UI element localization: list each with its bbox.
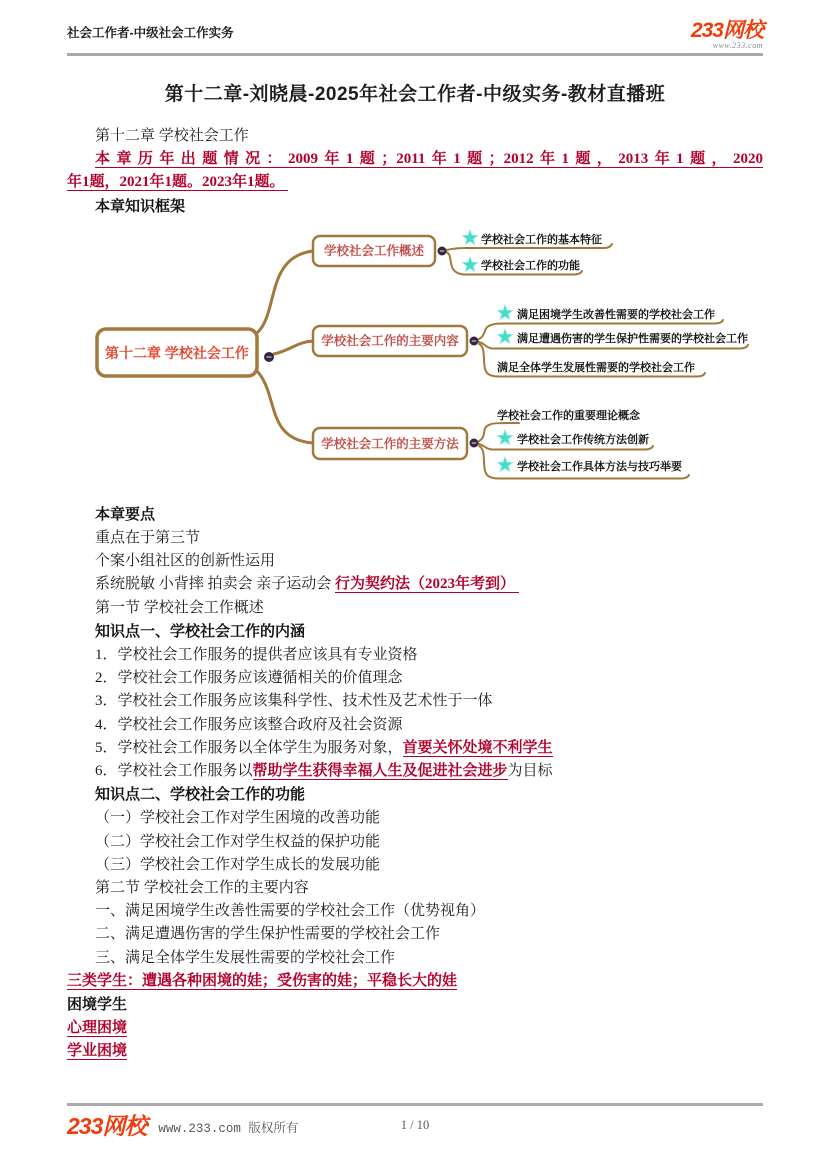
body-text: 4．学校社会工作服务应该整合政府及社会资源 xyxy=(95,716,403,733)
body-text: 系统脱敏 小背摔 拍卖会 亲子运动会 xyxy=(95,576,336,593)
edge-root-to-branch-3 xyxy=(257,371,313,443)
footer-copyright: www.233.com 版权所有 xyxy=(158,1121,299,1136)
doc-line xyxy=(67,620,763,644)
doc-line xyxy=(67,854,763,877)
brand-logo-url: www.233.com xyxy=(712,41,763,50)
doc-line xyxy=(67,970,763,993)
page-title: 第十二章-刘晓晨-2025年社会工作者-中级实务-教材直播班 xyxy=(164,84,666,105)
brand-logo-text: 233网校 xyxy=(690,19,763,42)
body-text: 重点在于第三节 xyxy=(95,530,201,547)
collapse-dot[interactable] xyxy=(470,336,479,345)
highlight-text: 首要关怀处境不利学生 xyxy=(402,739,553,756)
star-icon xyxy=(497,457,512,471)
page-number: 1 / 10 xyxy=(400,1118,430,1132)
highlight-text: 学业困境 xyxy=(67,1043,128,1060)
highlight-text: 行为契约法（2023年考到） xyxy=(335,576,519,593)
collapse-dot[interactable] xyxy=(438,246,447,255)
leaf-label: 学校社会工作的基本特征 xyxy=(481,233,602,246)
doc-line xyxy=(67,923,763,946)
doc-line xyxy=(67,1017,763,1040)
body-text: （三）学校社会工作对学生成长的发展功能 xyxy=(95,856,381,873)
doc-line xyxy=(67,527,763,550)
highlight-text: 帮助学生获得幸福人生及促进社会进步 xyxy=(252,763,508,780)
doc-line xyxy=(67,993,763,1017)
doc-line xyxy=(67,947,763,970)
star-icon xyxy=(462,257,477,271)
highlight-text: 本章历年出题情况：2009年1题；2011年1题；2012年1题，2013年1题，2020 xyxy=(95,151,763,168)
leaf-label: 学校社会工作具体方法与技巧举要 xyxy=(517,460,682,473)
knowledge-map xyxy=(67,219,763,503)
doc-line xyxy=(67,877,763,900)
body-text: 本章要点 xyxy=(95,505,156,523)
body-text: 个案小组社区的创新性运用 xyxy=(95,553,276,570)
page-footer xyxy=(67,1103,763,1138)
collapse-dot[interactable] xyxy=(264,352,274,362)
highlight-text: 心理困境 xyxy=(67,1020,128,1037)
body-text: 困境学生 xyxy=(67,996,128,1014)
body-text: 第一节 学校社会工作概述 xyxy=(95,599,264,616)
doc-line xyxy=(67,900,763,923)
page-header xyxy=(67,0,763,56)
body-text: 3．学校社会工作服务应该集科学性、技术性及艺术性于一体 xyxy=(95,693,493,710)
leaf-label: 满足全体学生发展性需要的学校社会工作 xyxy=(497,361,695,374)
doc-line xyxy=(67,667,763,690)
body-text: 一、满足困境学生改善性需要的学校社会工作（优势视角） xyxy=(95,903,486,920)
body-text: 第二节 学校社会工作的主要内容 xyxy=(95,880,309,897)
root-node-label: 第十二章 学校社会工作 xyxy=(105,344,249,361)
doc-line xyxy=(67,737,763,760)
doc-line xyxy=(67,783,763,807)
doc-line xyxy=(67,573,763,596)
doc-line xyxy=(67,195,763,219)
document-body xyxy=(67,125,763,1064)
body-text: 知识点二、学校社会工作的功能 xyxy=(95,786,306,804)
star-icon xyxy=(497,305,512,319)
leaf-label: 学校社会工作的功能 xyxy=(481,259,580,272)
doc-line xyxy=(67,125,763,148)
edge-root-to-branch-2 xyxy=(274,341,313,354)
leaf-label: 学校社会工作的重要理论概念 xyxy=(497,409,640,422)
body-lines-top xyxy=(67,125,763,219)
leaf-underline xyxy=(479,423,519,441)
doc-line xyxy=(67,550,763,573)
body-text: 6．学校社会工作服务以 xyxy=(95,763,253,780)
body-text: （二）学校社会工作对学生权益的保护功能 xyxy=(95,833,381,850)
star-icon xyxy=(497,329,512,343)
body-text: 1．学校社会工作服务的提供者应该具有专业资格 xyxy=(95,647,418,664)
star-icon xyxy=(462,230,477,244)
doc-line xyxy=(67,171,763,194)
body-text: 为目标 xyxy=(507,763,553,780)
doc-line xyxy=(67,644,763,667)
doc-line xyxy=(67,760,763,783)
header-course-label: 社会工作者-中级社会工作实务 xyxy=(67,26,234,40)
body-lines-bottom xyxy=(67,503,763,1064)
branch-label: 学校社会工作概述 xyxy=(323,243,425,258)
doc-line xyxy=(67,714,763,737)
body-text: 知识点一、学校社会工作的内涵 xyxy=(95,622,306,640)
leaf-label: 满足困境学生改善性需要的学校社会工作 xyxy=(517,308,715,321)
branch-label: 学校社会工作的主要内容 xyxy=(321,333,459,348)
brand-logo xyxy=(691,20,763,50)
doc-line xyxy=(67,148,763,171)
doc-line xyxy=(67,1040,763,1063)
knowledge-map-svg xyxy=(85,221,785,493)
body-text: 二、满足遭遇伤害的学生保护性需要的学校社会工作 xyxy=(95,926,441,943)
doc-line xyxy=(67,690,763,713)
highlight-text: 年1题，2021年1题。2023年1题。 xyxy=(67,174,289,191)
star-icon xyxy=(497,430,512,444)
body-text: 三、满足全体学生发展性需要的学校社会工作 xyxy=(95,949,396,966)
body-text: 本章知识框架 xyxy=(95,197,186,215)
doc-line xyxy=(67,503,763,527)
body-text: 5．学校社会工作服务以全体学生为服务对象， xyxy=(95,739,403,756)
branch-label: 学校社会工作的主要方法 xyxy=(321,436,459,451)
footer-logo-text: 233网校 xyxy=(67,1113,147,1139)
doc-line xyxy=(67,807,763,830)
edge-root-to-branch-1 xyxy=(257,251,313,333)
body-text: 2．学校社会工作服务应该遵循相关的价值理念 xyxy=(95,670,403,687)
leaf-label: 学校社会工作传统方法创新 xyxy=(517,433,649,446)
leaf-label: 满足遭遇伤害的学生保护性需要的学校社会工作 xyxy=(517,332,748,345)
body-text: （一）学校社会工作对学生困境的改善功能 xyxy=(95,810,381,827)
collapse-dot[interactable] xyxy=(470,438,479,447)
doc-line xyxy=(67,597,763,620)
body-text: 第十二章 学校社会工作 xyxy=(95,128,249,144)
doc-line xyxy=(67,831,763,854)
highlight-text: 三类学生：遭遇各种困境的娃；受伤害的娃；平稳长大的娃 xyxy=(67,972,458,989)
